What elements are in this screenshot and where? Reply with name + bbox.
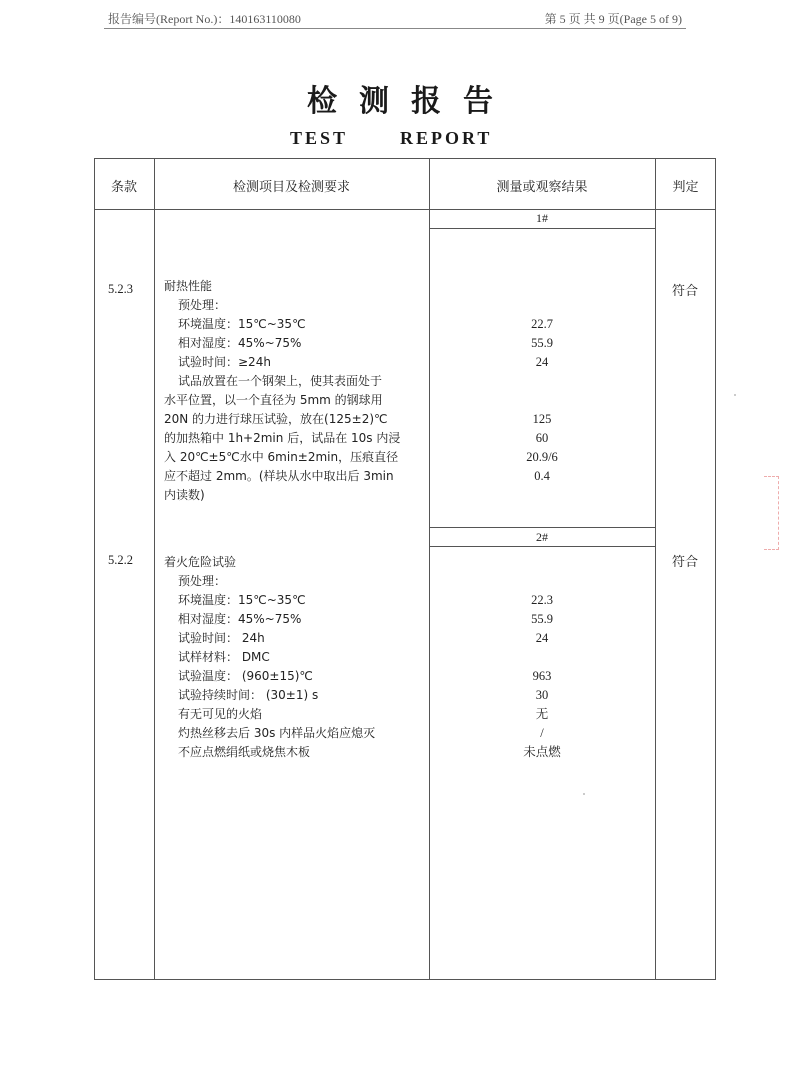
result-value: 60 xyxy=(535,431,549,445)
requirement-line: 有无可见的火焰 xyxy=(178,707,263,721)
result-value xyxy=(429,372,655,391)
requirement-line: 相对湿度：45%~75% xyxy=(178,336,302,350)
table-divider xyxy=(154,158,155,980)
scan-speck xyxy=(583,793,585,795)
requirement-line: 相对湿度：45%~75% xyxy=(178,612,302,626)
result-value xyxy=(429,572,655,591)
result-value: 20.9/6 xyxy=(526,450,558,464)
table-header-divider xyxy=(94,209,716,210)
sample-label: 2# xyxy=(536,530,548,544)
requirement-line: 应不超过 2mm。(样块从水中取出后 3min xyxy=(164,469,394,483)
requirement-line: 预处理： xyxy=(178,298,227,312)
requirement-line: 内读数) xyxy=(164,488,205,502)
clause-number: 5.2.2 xyxy=(108,553,133,567)
result-value: 无 xyxy=(535,707,549,721)
result-value: 22.3 xyxy=(531,593,553,607)
requirement-line: 环境温度：15℃~35℃ xyxy=(178,317,306,331)
requirement-line: 试品放置在一个钢架上，使其表面处于 xyxy=(178,374,383,388)
result-value: 24 xyxy=(535,631,549,645)
result-value: 125 xyxy=(532,412,552,426)
requirement-line: 的加热箱中 1h+2min 后，试品在 10s 内浸 xyxy=(164,431,401,445)
requirement-line: 试样材料： DMC xyxy=(178,650,270,664)
column-header-requirement: 检测项目及检测要求 xyxy=(232,180,350,195)
result-value xyxy=(429,277,655,296)
clause-number: 5.2.3 xyxy=(108,282,133,296)
column-header-result: 测量或观察结果 xyxy=(496,180,588,195)
result-value xyxy=(429,648,655,667)
result-value: 0.4 xyxy=(534,469,550,483)
page-indicator: 第 5 页 共 9 页(Page 5 of 9) xyxy=(544,12,682,26)
result-block xyxy=(429,553,655,762)
requirement-line: 灼热丝移去后 30s 内样品火焰应熄灭 xyxy=(178,726,376,740)
requirement-line: 入 20℃±5℃水中 6min±2min，压痕直径 xyxy=(164,450,399,464)
requirement-block xyxy=(164,553,426,762)
verdict: 符合 xyxy=(672,284,699,299)
result-value: 963 xyxy=(532,669,552,683)
requirement-line: 不应点燃绢纸或烧焦木板 xyxy=(178,745,311,759)
requirement-line: 耐热性能 xyxy=(164,279,213,293)
header-rule xyxy=(104,28,686,29)
requirement-line: 试验温度： (960±15)℃ xyxy=(178,669,313,683)
requirement-line: 试验时间： 24h xyxy=(178,631,265,645)
column-header-verdict: 判定 xyxy=(672,180,699,195)
requirement-line: 着火危险试验 xyxy=(164,555,237,569)
sample-label: 1# xyxy=(536,211,548,225)
result-value: 55.9 xyxy=(531,336,553,350)
result-value xyxy=(429,391,655,410)
scan-speck xyxy=(734,394,736,396)
requirement-line: 试验持续时间： (30±1) s xyxy=(178,688,319,702)
result-value: 55.9 xyxy=(531,612,553,626)
title-english-test: TEST xyxy=(290,128,349,148)
requirement-line: 试验时间：≥24h xyxy=(178,355,271,369)
result-value: 24 xyxy=(535,355,549,369)
verdict: 符合 xyxy=(672,555,699,570)
result-value: / xyxy=(540,726,544,740)
requirement-block xyxy=(164,277,426,505)
result-value xyxy=(429,296,655,315)
column-header-clause: 条款 xyxy=(110,180,137,195)
seal-edge-mark xyxy=(764,476,779,550)
sample-divider xyxy=(429,546,655,547)
requirement-line: 环境温度：15℃~35℃ xyxy=(178,593,306,607)
result-value: 22.7 xyxy=(531,317,553,331)
requirement-line: 20N 的力进行球压试验，放在(125±2)℃ xyxy=(164,412,388,426)
table-divider xyxy=(655,158,656,980)
sample-divider xyxy=(429,527,655,528)
result-block xyxy=(429,277,655,505)
requirement-line: 水平位置，以一个直径为 5mm 的钢球用 xyxy=(164,393,383,407)
result-value xyxy=(429,553,655,572)
title-english-report: REPORT xyxy=(400,128,493,148)
result-value: 30 xyxy=(535,688,549,702)
result-value xyxy=(429,486,655,505)
result-value: 未点燃 xyxy=(523,745,561,759)
requirement-line: 预处理： xyxy=(178,574,227,588)
report-number: 报告编号(Report No.)：140163110080 xyxy=(108,12,301,26)
sample-divider xyxy=(429,228,655,229)
title-chinese: 检测报告 xyxy=(307,84,515,119)
